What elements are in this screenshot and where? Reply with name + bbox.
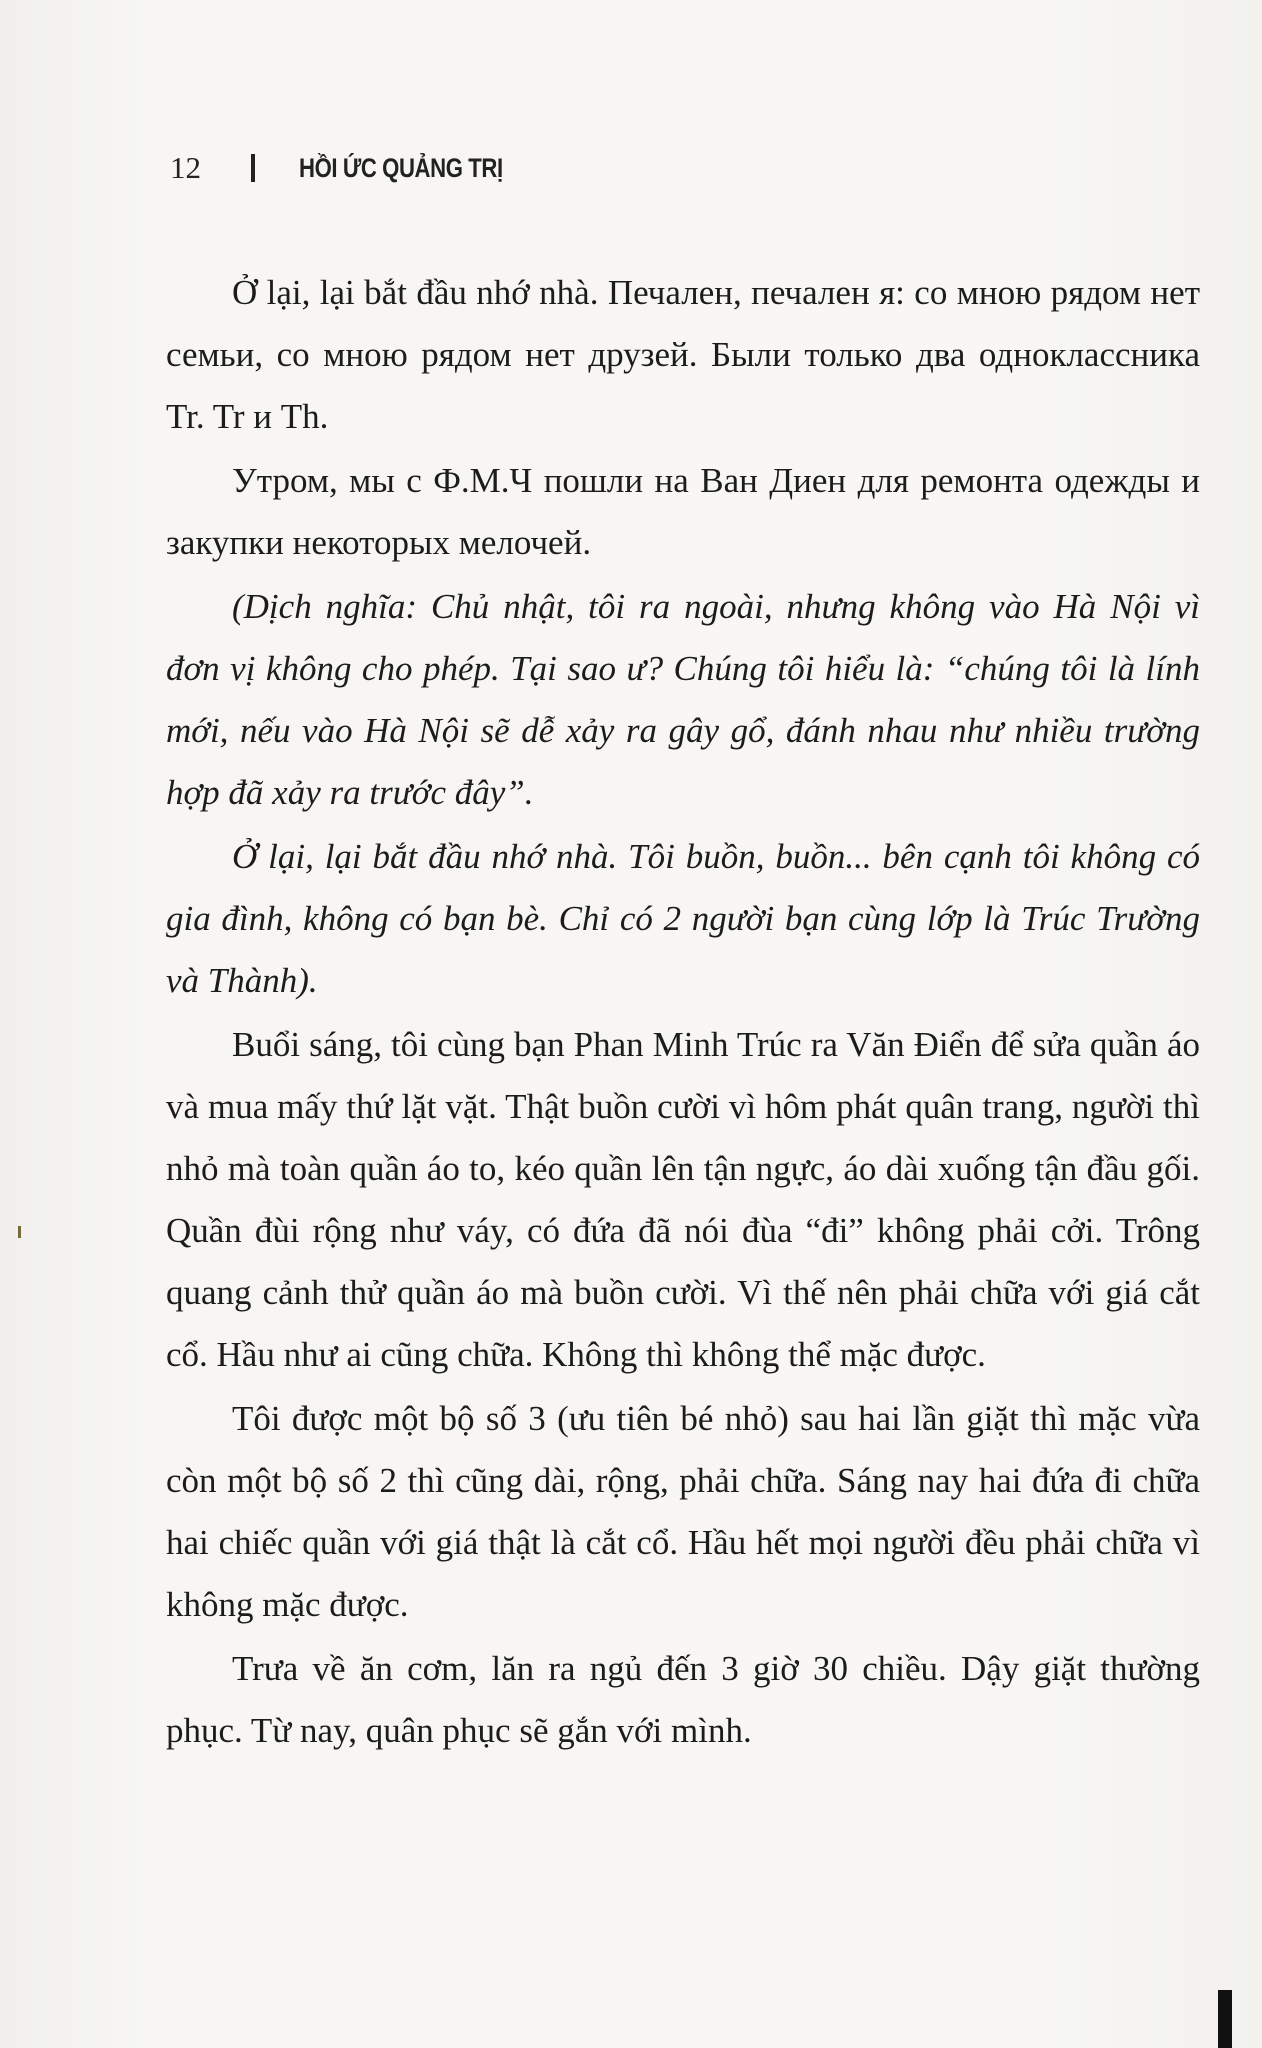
paragraph-translation: Ở lại, lại bắt đầu nhớ nhà. Tôi buồn, buồn... bên cạnh tôi không có gia đình, không có bạn bè. Chỉ có 2 người bạn cùng lớp là Trúc Trường và Thành).: [166, 837, 1200, 1000]
paragraph: Утром, мы с Ф.М.Ч пошли на Ван Диен для ремонта одежды и закупки некоторых мелочей.: [166, 461, 1200, 562]
book-title: HỒI ỨC QUẢNG TRỊ: [299, 152, 503, 183]
page-edge-mark: [1218, 1990, 1232, 2048]
page-number: 12: [170, 150, 201, 185]
paragraph: Buổi sáng, tôi cùng bạn Phan Minh Trúc ra Văn Điển để sửa quần áo và mua mấy thứ lặt vặt. Thật buồn cười vì hôm phát quân trang, người thì nhỏ mà toàn quần áo to, kéo quần lên tận ngực, áo dài xuống tận đầu gối. Quần đùi rộng như váy, có đứa đã nói đùa “đi” không phải cởi. Trông quang cảnh thử quần áo mà buồn cười. Vì thế nên phải chữa với giá cắt cổ. Hầu như ai cũng chữa. Không thì không thể mặc được.: [166, 1025, 1200, 1374]
paragraph-translation: (Dịch nghĩa: Chủ nhật, tôi ra ngoài, nhưng không vào Hà Nội vì đơn vị không cho phép. Tại sao ư? Chúng tôi hiểu là: “chúng tôi là lính mới, nếu vào Hà Nội sẽ dễ xảy ra gây gổ, đánh nhau như nhiều trường hợp đã xảy ra trước đây”.: [166, 587, 1200, 812]
running-head: [170, 150, 547, 186]
paragraph: Tôi được một bộ số 3 (ưu tiên bé nhỏ) sau hai lần giặt thì mặc vừa còn một bộ số 2 thì cũng dài, rộng, phải chữa. Sáng nay hai đứa đi chữa hai chiếc quần với giá thật là cắt cổ. Hầu hết mọi người đều phải chữa vì không mặc được.: [166, 1399, 1200, 1624]
body-text: [166, 262, 1200, 1764]
header-divider: [251, 154, 255, 182]
paragraph: Ở lại, lại bắt đầu nhớ nhà. Печален, печален я: со мною рядом нет семьи, со мною рядом нет друзей. Были только два одноклассника Tr. Tr и Th.: [166, 273, 1200, 436]
page-speck: [18, 1226, 21, 1238]
paragraph: Trưa về ăn cơm, lăn ra ngủ đến 3 giờ 30 chiều. Dậy giặt thường phục. Từ nay, quân phục sẽ gắn với mình.: [166, 1649, 1200, 1750]
